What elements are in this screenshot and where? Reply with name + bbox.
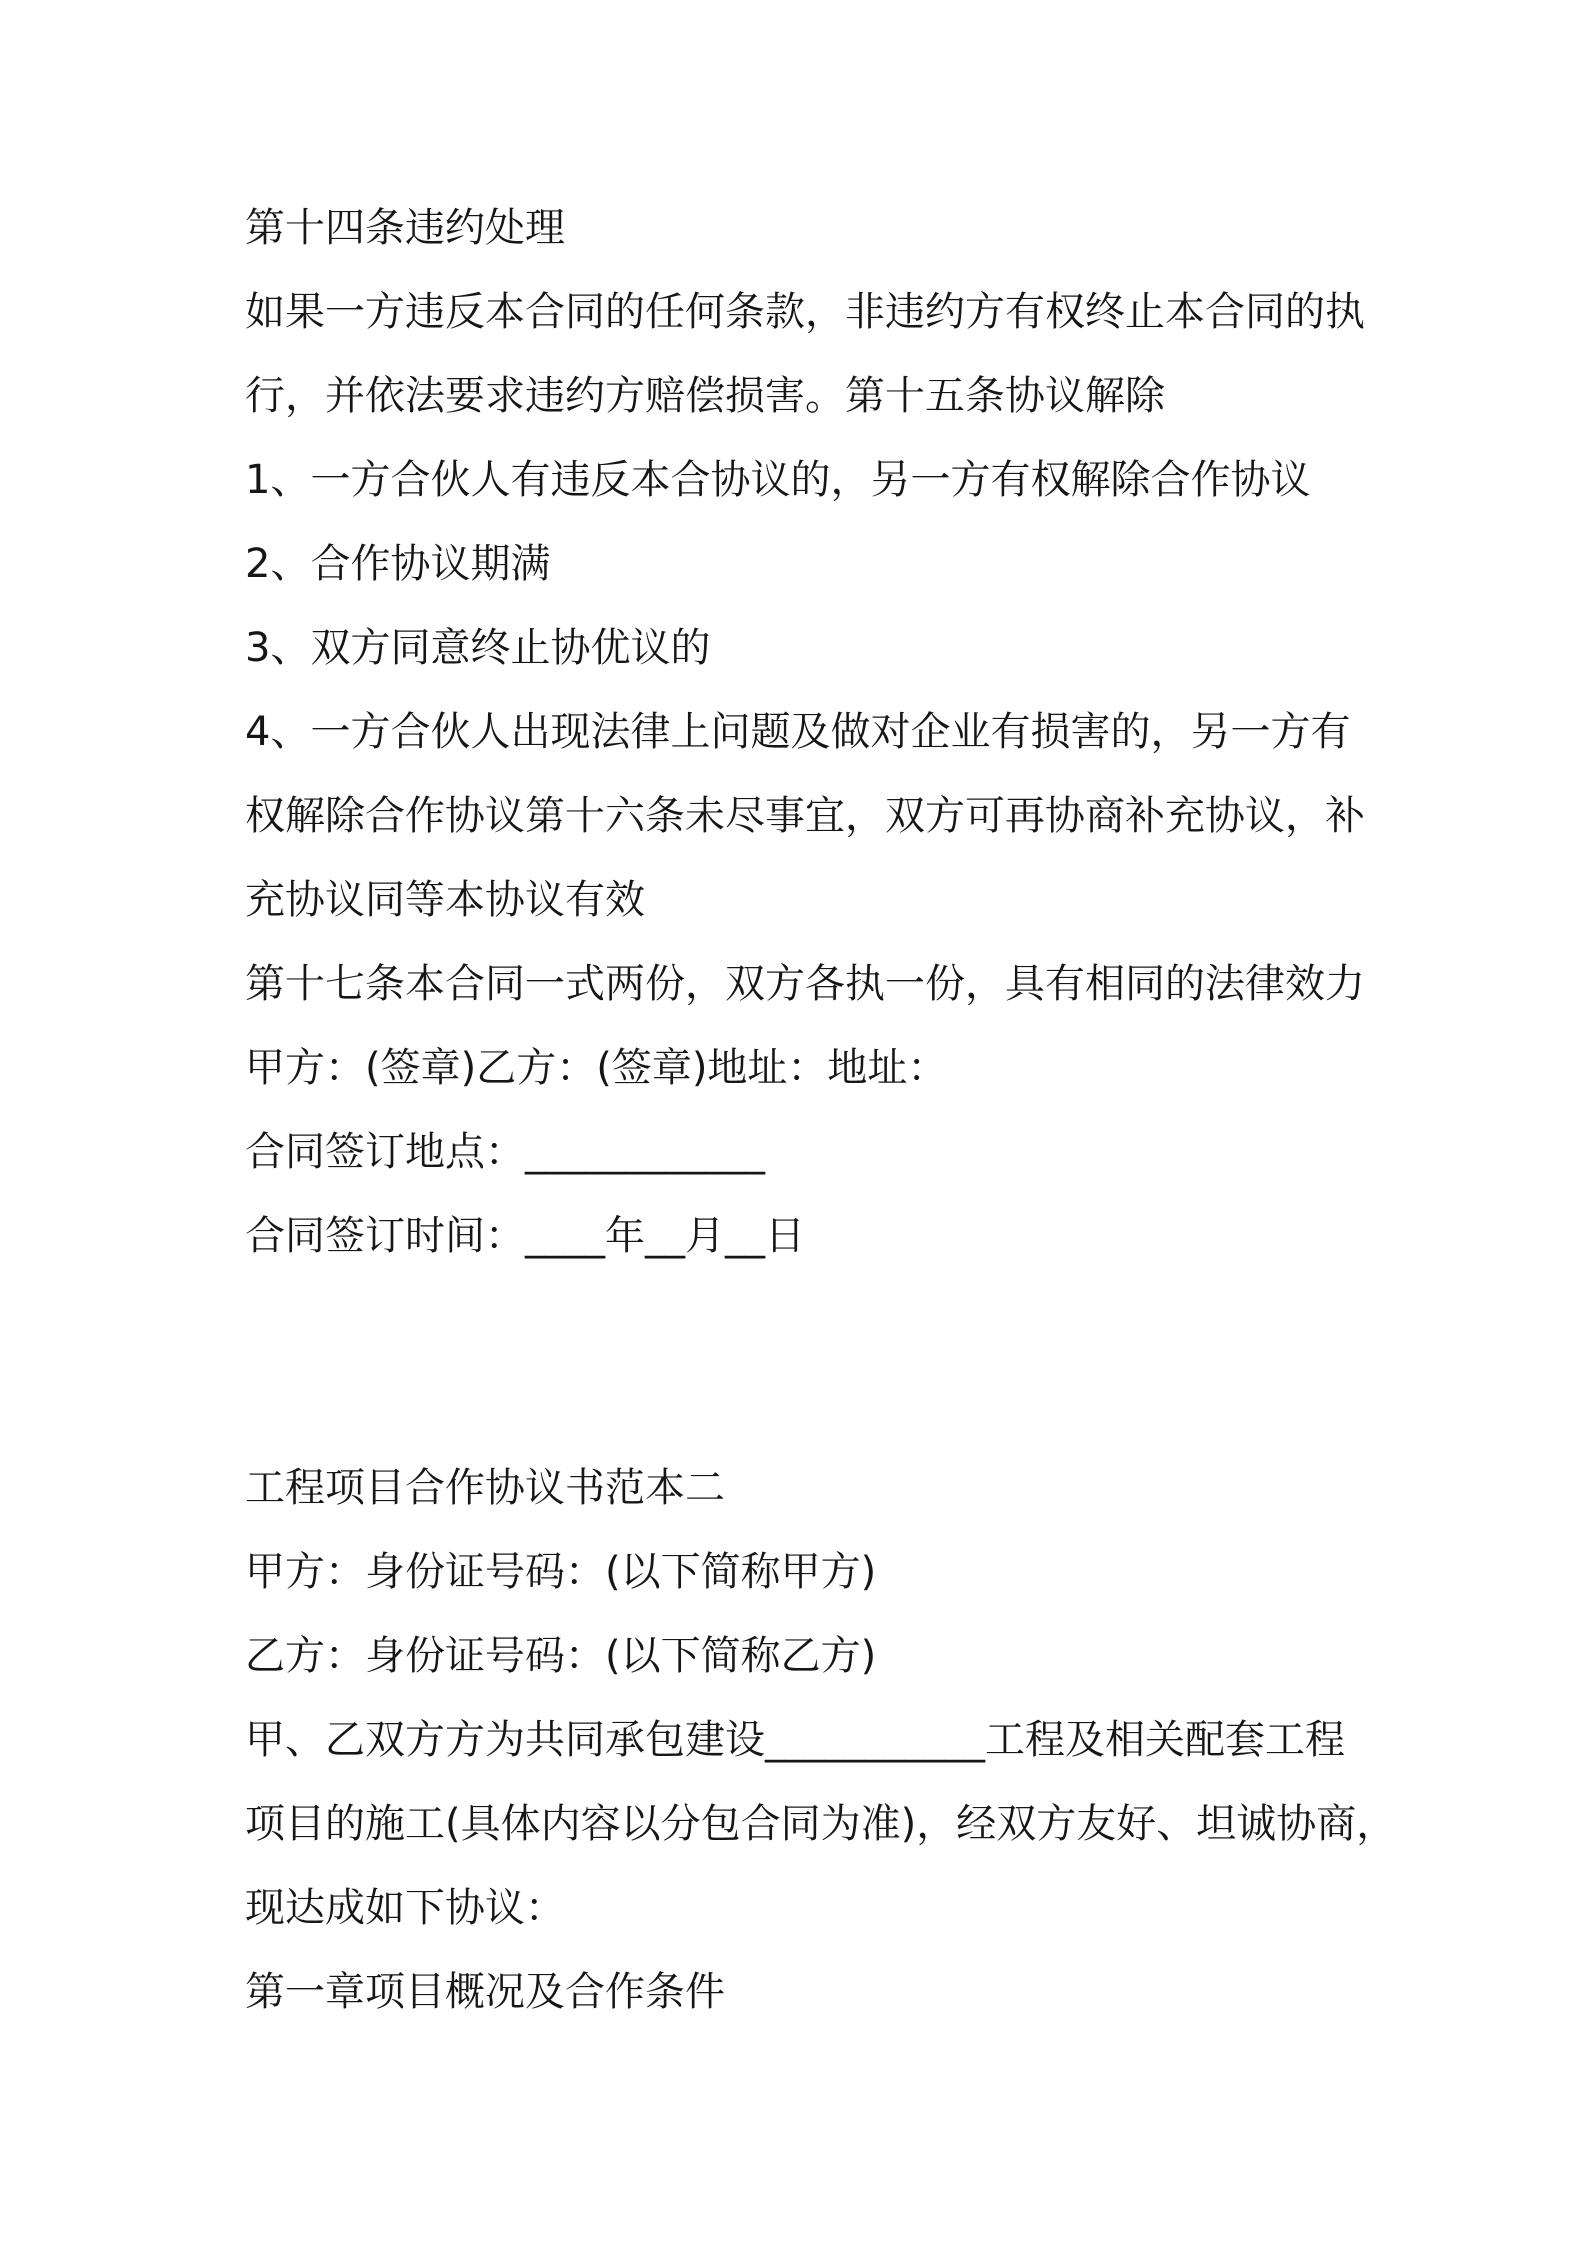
clause-4-line: 权解除合作协议第十六条未尽事宜，双方可再协商补充协议，补 — [245, 793, 1365, 839]
article-14-body-line: 如果一方违反本合同的任何条款，非违约方有权终止本合同的执 — [245, 289, 1365, 335]
article-14-body-line: 行，并依法要求违约方赔偿损害。第十五条协议解除 — [245, 373, 1165, 419]
intro-paragraph-line: 项目的施工(具体内容以分包合同为准)，经双方友好、坦诚协商， — [245, 1801, 1397, 1847]
signing-date-field: 合同签订时间：____年__月__日 — [245, 1213, 805, 1259]
document-page — [245, 186, 1445, 2034]
clause-3: 3、双方同意终止协优议的 — [245, 625, 711, 671]
article-14-heading: 第十四条违约处理 — [245, 205, 565, 251]
clause-2: 2、合作协议期满 — [245, 541, 551, 587]
clause-4-line: 充协议同等本协议有效 — [245, 877, 645, 923]
party-a-line: 甲方：身份证号码：(以下简称甲方) — [245, 1549, 877, 1595]
article-17-text: 第十七条本合同一式两份，双方各执一份，具有相同的法律效力 — [245, 961, 1365, 1007]
chapter-1-heading: 第一章项目概况及合作条件 — [245, 1969, 725, 2015]
clause-1: 1、一方合伙人有违反本合协议的，另一方有权解除合作协议 — [245, 457, 1311, 503]
intro-paragraph-line: 现达成如下协议： — [245, 1885, 565, 1931]
party-b-line: 乙方：身份证号码：(以下简称乙方) — [245, 1633, 877, 1679]
clause-4-line: 4、一方合伙人出现法律上问题及做对企业有损害的，另一方有 — [245, 709, 1351, 755]
intro-paragraph-line: 甲、乙双方方为共同承包建设___________工程及相关配套工程 — [245, 1717, 1345, 1763]
signature-line: 甲方：(签章)乙方：(签章)地址：地址： — [245, 1045, 948, 1091]
sample-two-title: 工程项目合作协议书范本二 — [245, 1465, 725, 1511]
signing-place-field: 合同签订地点：____________ — [245, 1129, 765, 1175]
section-gap — [245, 1278, 1445, 1446]
